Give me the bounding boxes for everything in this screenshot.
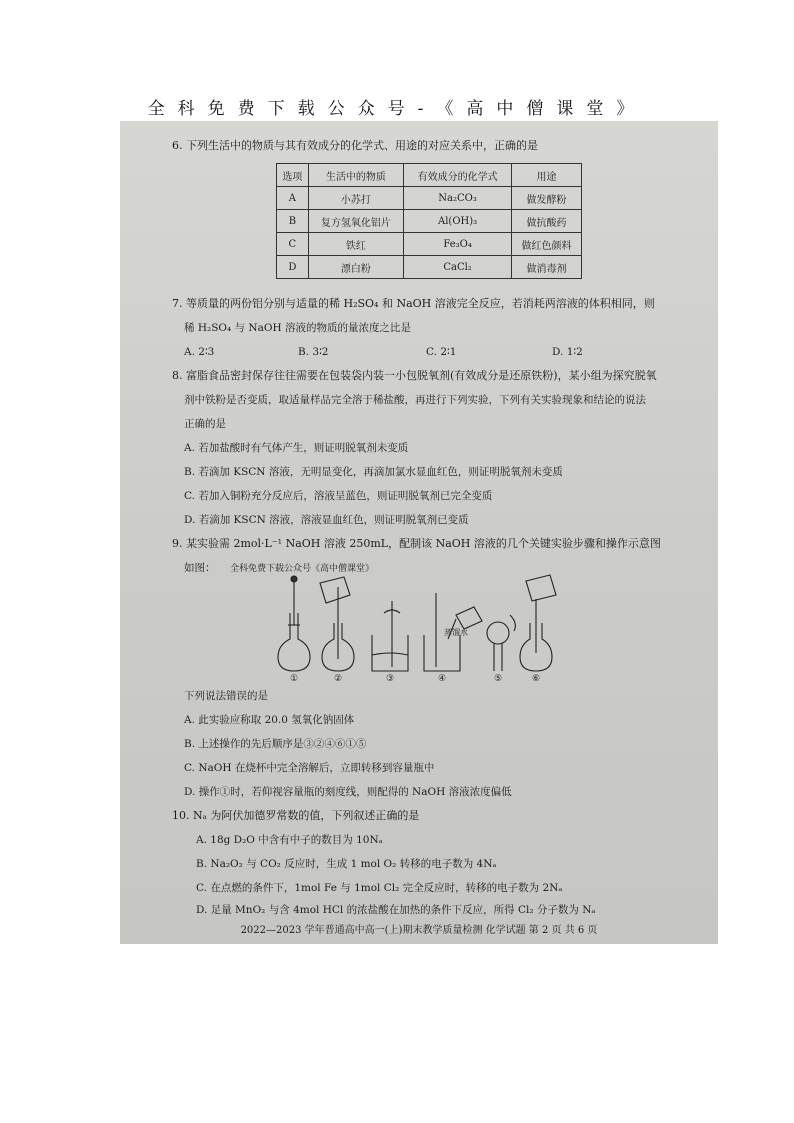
q10-option-d: D. 足量 MnO₂ 与含 4mol HCl 的浓盐酸在加热的条件下反应，所得 Cl₂ 分子数为 Nₐ	[196, 904, 596, 916]
stirring-beaker-icon	[372, 601, 408, 671]
q8-line2: 剂中铁粉是否变质，取适量样品完全溶于稀盐酸，再进行下列实验，下列有关实验现象和结论的说法	[184, 394, 646, 406]
table-cell: B	[277, 210, 309, 233]
q8-option-a: A. 若加盐酸时有气体产生，则证明脱氧剂未变质	[184, 442, 409, 454]
step-label-6: ⑥	[531, 674, 541, 683]
table-cell: D	[277, 256, 309, 279]
table-cell: 复方氢氧化铝片	[308, 210, 403, 233]
q9-option-c: C. NaOH 在烧杯中完全溶解后，立即转移到容量瓶中	[184, 762, 435, 774]
q10-stem: 10. Nₐ 为阿伏加德罗常数的值，下列叙述正确的是	[172, 809, 420, 822]
option-b: B. 3∶2	[298, 346, 329, 358]
page-footer: 2022—2023 学年普通高中高一(上)期末教学质量检测 化学试题 第 2 页 共 6 页	[240, 925, 598, 936]
table-cell: Na₂CO₃	[404, 187, 512, 210]
q9-line2: 如图：	[184, 562, 216, 574]
table-cell: 做红色颜料	[512, 233, 582, 256]
table-cell: A	[277, 187, 309, 210]
step-label-4: ④	[437, 674, 447, 683]
table-header-cell: 用途	[512, 164, 582, 187]
water-label: 蒸馏水	[444, 628, 468, 637]
option-d: D. 1∶2	[552, 346, 583, 358]
table-row	[277, 210, 582, 233]
table-cell: 做消毒剂	[512, 256, 582, 279]
q8-option-b: B. 若滴加 KSCN 溶液，无明显变化，再滴加氯水显血红色，则证明脱氧剂未变质	[184, 466, 563, 478]
q9-option-a: A. 此实验应称取 20.0 氢氧化钠固体	[184, 714, 355, 726]
table-row	[277, 187, 582, 210]
table-cell: 做抗酸药	[512, 210, 582, 233]
table-cell: Al(OH)₃	[404, 210, 512, 233]
option-a: A. 2∶3	[184, 346, 215, 358]
q7-line1: 7. 等质量的两份铝分别与适量的稀 H₂SO₄ 和 NaOH 溶液完全反应，若消耗两溶液的体积相同，则	[172, 297, 655, 310]
q7-line2: 稀 H₂SO₄ 与 NaOH 溶液的物质的量浓度之比是	[184, 322, 411, 334]
table-header-cell: 有效成分的化学式	[404, 164, 512, 187]
watermark-stamp: 全科免费下载公众号《高中僧课堂》	[230, 564, 375, 574]
step-label-5: ⑤	[493, 674, 503, 683]
q9-prompt: 下列说法错误的是	[184, 690, 268, 702]
table-cell: 做发酵粉	[512, 187, 582, 210]
q6-table	[276, 163, 582, 279]
q8-option-c: C. 若加入铜粉充分反应后，溶液呈蓝色，则证明脱氧剂已完全变质	[184, 490, 493, 502]
table-header-cell: 选项	[277, 164, 309, 187]
step-label-2: ②	[333, 674, 343, 683]
table-header-row	[277, 164, 582, 187]
table-cell: 铁红	[308, 233, 403, 256]
header-banner: 全科免费下载公众号-《高中僧课堂》	[147, 99, 647, 119]
experiment-diagram	[260, 573, 560, 683]
table-cell: Fe₃O₄	[404, 233, 512, 256]
table-row	[277, 256, 582, 279]
q6-stem: 6. 下列生活中的物质与其有效成分的化学式、用途的对应关系中，正确的是	[172, 139, 538, 152]
q9-option-d: D. 操作①时，若仰视容量瓶的刻度线，则配得的 NaOH 溶液浓度偏低	[184, 786, 512, 798]
q8-line1: 8. 富脂食品密封保存往往需要在包装袋内装一小包脱氧剂(有效成分是还原铁粉)，某小组为探究脱氧	[172, 369, 657, 382]
exam-page-photo	[120, 121, 718, 944]
q10-option-a: A. 18g D₂O 中含有中子的数目为 10Nₐ	[196, 834, 383, 846]
table-cell: 小苏打	[308, 187, 403, 210]
q8-line3: 正确的是	[184, 418, 226, 430]
step-label-1: ①	[289, 674, 299, 683]
q9-line1: 9. 某实验需 2mol·L⁻¹ NaOH 溶液 250mL，配制该 NaOH 溶液的几个关键实验步骤和操作示意图	[172, 537, 661, 550]
table-row	[277, 233, 582, 256]
inverting-flask-icon	[487, 615, 515, 671]
table-cell: CaCl₂	[404, 256, 512, 279]
q9-option-b: B. 上述操作的先后顺序是③②④⑥①⑤	[184, 738, 367, 750]
step-label-3: ③	[385, 674, 395, 683]
transfer-to-flask-icon	[520, 575, 556, 671]
table-cell: 漂白粉	[308, 256, 403, 279]
pouring-into-flask-icon	[320, 577, 354, 671]
table-header-cell: 生活中的物质	[308, 164, 403, 187]
option-c: C. 2∶1	[426, 346, 457, 358]
q8-option-d: D. 若滴加 KSCN 溶液，溶液显血红色，则证明脱氧剂已变质	[184, 514, 469, 526]
table-cell: C	[277, 233, 309, 256]
q10-option-c: C. 在点燃的条件下，1mol Fe 与 1mol Cl₂ 完全反应时，转移的电子数为 2Nₐ	[196, 882, 563, 894]
volumetric-flask-dropper-icon	[278, 576, 310, 671]
q10-option-b: B. Na₂O₂ 与 CO₂ 反应时，生成 1 mol O₂ 转移的电子数为 4Nₐ	[196, 858, 497, 870]
